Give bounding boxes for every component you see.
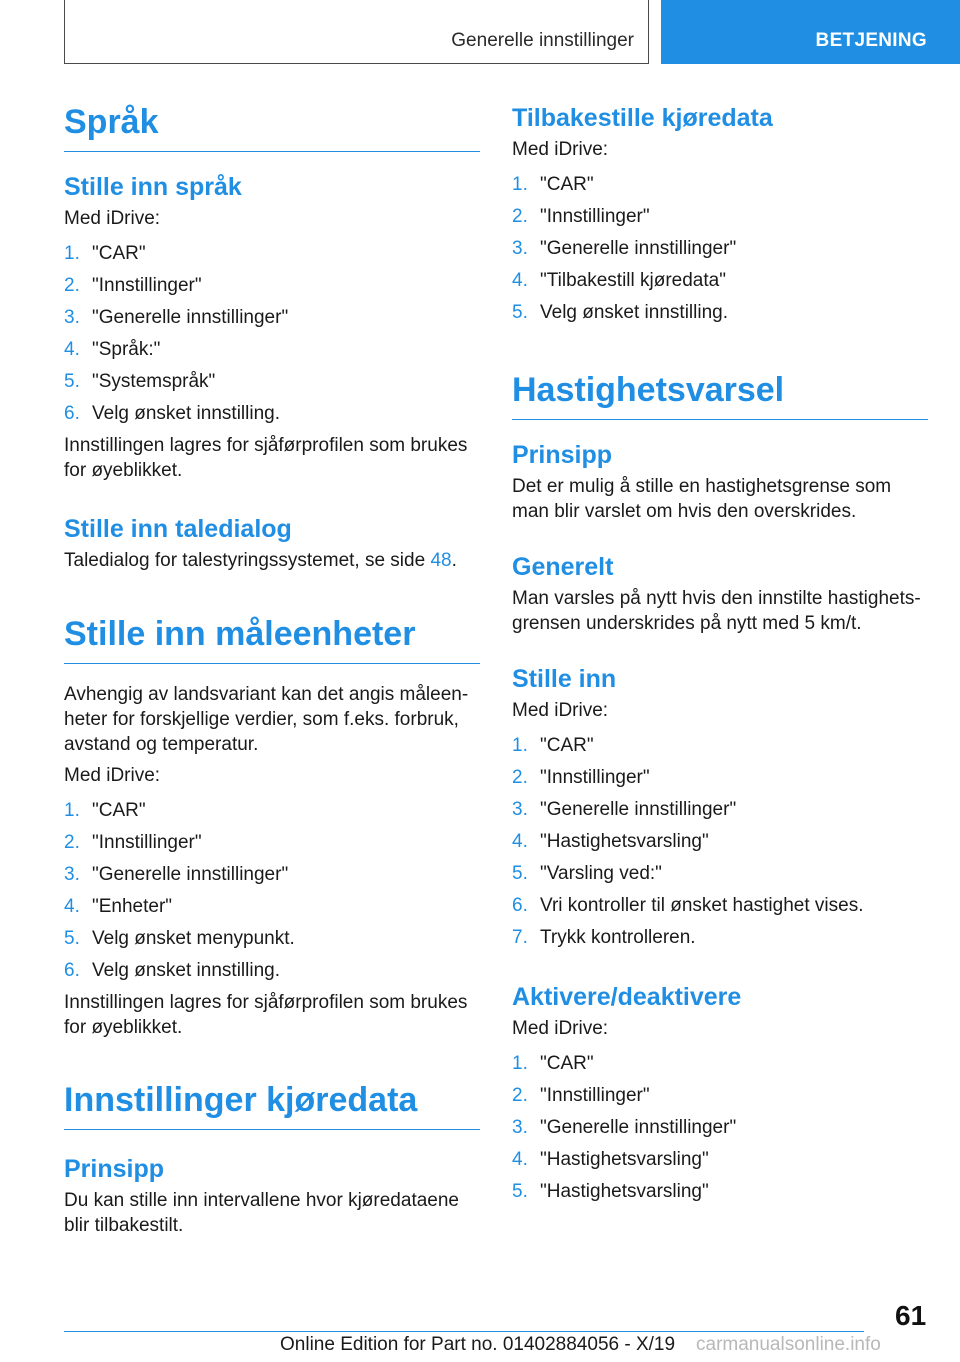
heading-aktivere: Aktivere/deaktivere <box>512 983 742 1011</box>
section-kjoredata <box>64 1082 480 1238</box>
subsection-stille-inn-sprak <box>64 172 480 483</box>
list-item: 2. "Innstillinger" <box>512 1085 650 1106</box>
steps-list <box>64 241 480 426</box>
page-number: 61 <box>895 1300 927 1331</box>
subsection-generelt <box>512 552 928 636</box>
section-hastighetsvarsel <box>512 372 928 420</box>
list-item: 7. Trykk kontrolleren. <box>512 927 696 948</box>
heading-tilbakestille: Tilbakestille kjøredata <box>512 104 773 132</box>
heading-hastighetsvarsel: Hastighetsvarsel <box>512 372 928 420</box>
taledialog-text: Taledialog for talestyringssystemet, se side 48. <box>64 550 457 571</box>
header-section-label: BETJENING <box>815 30 927 51</box>
heading-taledialog: Stille inn taledialog <box>64 515 292 543</box>
note-text: Innstillingen lagres for sjåførprofilen som brukes for øyeblikket. <box>64 992 468 1039</box>
list-item: 3. "Generelle innstillinger" <box>64 307 289 328</box>
desc-text: Avhengig av landsvariant kan det angis måleenheter for forskjellige verdier, som f.eks. forbruk, avstand og temperatur. <box>64 684 469 756</box>
list-item: 4. "Tilbakestill kjøredata" <box>512 270 726 291</box>
list-item: 1. "CAR" <box>512 174 594 195</box>
intro-text: Med iDrive: <box>64 765 161 787</box>
list-item: 3. "Generelle innstillinger" <box>512 238 737 259</box>
list-item: 3. "Generelle innstillinger" <box>512 799 737 820</box>
list-item: 1. "CAR" <box>64 243 146 264</box>
intro-text: Med iDrive: <box>64 208 161 229</box>
page-link[interactable]: 48 <box>430 550 452 571</box>
list-item: 4. "Hastighetsvarsling" <box>512 831 709 852</box>
intro-text: Med iDrive: <box>512 139 609 160</box>
heading-prinsipp: Prinsipp <box>64 1155 165 1184</box>
heading-stille-inn-sprak: Stille inn språk <box>64 173 242 201</box>
list-item: 1. "CAR" <box>512 735 594 756</box>
heading-prinsipp: Prinsipp <box>512 441 613 469</box>
heading-sprak: Språk <box>64 104 480 152</box>
steps-list <box>512 172 928 325</box>
steps-list <box>512 1051 928 1204</box>
generelt-text: Man varsles på nytt hvis den innstilte hastighetsgrensen underskrides på nytt med 5 km/t. <box>512 588 921 634</box>
list-item: 4. "Enheter" <box>64 896 173 918</box>
heading-maleenheter: Stille inn måleenheter <box>64 616 480 664</box>
header-title: Generelle innstillinger <box>451 30 634 51</box>
list-item: 2. "Innstillinger" <box>512 206 650 227</box>
list-item: 4. "Språk:" <box>64 339 161 360</box>
list-item: 5. "Varsling ved:" <box>512 863 662 884</box>
list-item: 6. Velg ønsket innstilling. <box>64 960 280 982</box>
list-item: 3. "Generelle innstillinger" <box>512 1117 737 1138</box>
steps-list <box>512 733 928 950</box>
prinsipp-text: Du kan stille inn intervallene hvor kjøredataene blir tilbakestilt. <box>64 1190 459 1237</box>
subsection-prinsipp <box>512 440 928 524</box>
list-item: 5. "Hastighetsvarsling" <box>512 1181 709 1202</box>
footer-divider <box>64 1331 864 1332</box>
footer-watermark: carmanualsonline.info <box>696 1334 881 1355</box>
list-item: 2. "Innstillinger" <box>64 275 202 296</box>
heading-stille-inn: Stille inn <box>512 665 617 693</box>
list-item: 1. "CAR" <box>64 800 146 822</box>
list-item: 5. "Systemspråk" <box>64 371 216 392</box>
list-item: 6. Velg ønsket innstilling. <box>64 403 280 424</box>
list-item: 5. Velg ønsket innstilling. <box>512 302 728 323</box>
subsection-stille-inn <box>512 664 928 957</box>
note-text: Innstillingen lagres for sjåførprofilen som brukes for øyeblikket. <box>64 435 468 481</box>
list-item: 2. "Innstillinger" <box>512 767 650 788</box>
header-bar <box>64 0 649 64</box>
intro-text: Med iDrive: <box>512 700 609 721</box>
heading-kjoredata: Innstillinger kjøredata <box>64 1082 480 1130</box>
footer-edition: Online Edition for Part no. 01402884056 - X/19 <box>280 1334 676 1355</box>
header-section-tab <box>661 0 960 64</box>
steps-list <box>64 798 480 983</box>
list-item: 1. "CAR" <box>512 1053 594 1074</box>
subsection-taledialog <box>64 514 480 573</box>
heading-generelt: Generelt <box>512 553 614 581</box>
list-item: 6. Vri kontroller til ønsket hastighet vises. <box>512 895 864 916</box>
subsection-aktivere <box>512 982 928 1211</box>
list-item: 4. "Hastighetsvarsling" <box>512 1149 709 1170</box>
prinsipp-text: Det er mulig å stille en hastighetsgrense som man blir varslet om hvis den overskrides. <box>512 476 892 522</box>
section-maleenheter <box>64 616 480 1040</box>
subsection-tilbakestille <box>512 103 928 332</box>
list-item: 5. Velg ønsket menypunkt. <box>64 928 295 950</box>
list-item: 2. "Innstillinger" <box>64 832 202 854</box>
section-sprak <box>64 104 480 152</box>
list-item: 3. "Generelle innstillinger" <box>64 864 289 886</box>
intro-text: Med iDrive: <box>512 1018 609 1039</box>
